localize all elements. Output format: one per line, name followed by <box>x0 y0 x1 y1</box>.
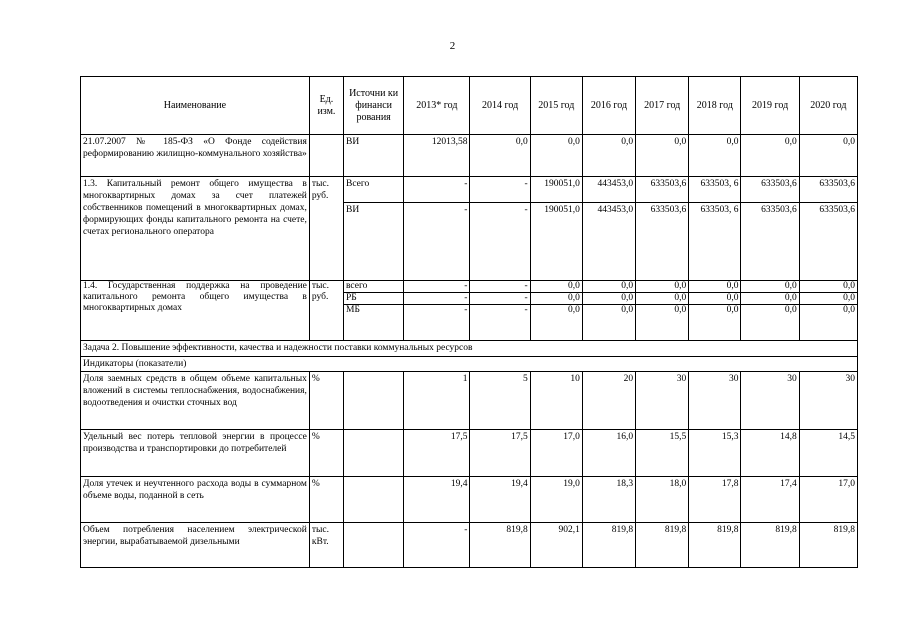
cell-value: 17,5 <box>404 430 470 477</box>
row-source: Всего <box>344 177 404 203</box>
row-name: Удельный вес потерь тепловой энергии в процессе производства и транспортировки до потребителей <box>81 430 310 477</box>
header-name: Наименование <box>81 77 310 135</box>
cell-value: 633503,6 <box>636 177 689 203</box>
cell-value: 17,8 <box>689 477 741 523</box>
cell-value: 0,0 <box>799 293 857 305</box>
row-source: ВИ <box>344 135 404 177</box>
row-unit: % <box>309 430 343 477</box>
cell-value: 0,0 <box>799 281 857 293</box>
cell-value: 30 <box>689 372 741 430</box>
cell-value: 819,8 <box>582 523 635 568</box>
cell-value: - <box>404 523 470 568</box>
cell-value: 902,1 <box>530 523 582 568</box>
cell-value: 17,0 <box>530 430 582 477</box>
cell-value: 443453,0 <box>582 177 635 203</box>
page-number: 2 <box>449 40 456 52</box>
cell-value: 0,0 <box>530 293 582 305</box>
header-year: 2019 год <box>741 77 799 135</box>
cell-value: 0,0 <box>799 135 857 177</box>
cell-value: 12013,58 <box>404 135 470 177</box>
row-name: Доля утечек и неучтенного расхода воды в суммарном объеме воды, поданной в сеть <box>81 477 310 523</box>
cell-value: 0,0 <box>741 293 799 305</box>
cell-value: 190051,0 <box>530 177 582 203</box>
cell-value: 190051,0 <box>530 203 582 281</box>
cell-value: 819,8 <box>741 523 799 568</box>
row-unit: % <box>309 477 343 523</box>
row-source: РБ <box>344 293 404 305</box>
cell-value: 0,0 <box>689 281 741 293</box>
cell-value: 19,4 <box>404 477 470 523</box>
row-source: всего <box>344 281 404 293</box>
header-year: 2018 год <box>689 77 741 135</box>
indicators-label-row <box>81 357 858 372</box>
indicators-label: Индикаторы (показатели) <box>81 357 858 372</box>
header-row <box>81 77 858 135</box>
header-year: 2016 год <box>582 77 635 135</box>
table-row <box>81 477 858 523</box>
cell-value: 0,0 <box>530 281 582 293</box>
cell-value: 18,0 <box>636 477 689 523</box>
table-row <box>81 177 858 203</box>
cell-value: 0,0 <box>741 281 799 293</box>
header-year: 2015 год <box>530 77 582 135</box>
cell-value: 15,5 <box>636 430 689 477</box>
header-unit: Ед. изм. <box>309 77 343 135</box>
table-row <box>81 135 858 177</box>
cell-value: 0,0 <box>636 293 689 305</box>
cell-value: - <box>404 177 470 203</box>
cell-value: 0,0 <box>582 281 635 293</box>
table-row <box>81 523 858 568</box>
cell-value: - <box>470 305 530 341</box>
cell-value: 14,8 <box>741 430 799 477</box>
cell-value: - <box>470 293 530 305</box>
table-row <box>81 281 858 293</box>
cell-value: 633503,6 <box>636 203 689 281</box>
cell-value: 19,4 <box>470 477 530 523</box>
cell-value: 819,8 <box>470 523 530 568</box>
cell-value: 0,0 <box>636 135 689 177</box>
table-row <box>81 430 858 477</box>
row-unit: тыс. руб. <box>309 177 343 281</box>
cell-value: 15,3 <box>689 430 741 477</box>
row-source: ВИ <box>344 203 404 281</box>
cell-value: - <box>404 293 470 305</box>
cell-value: 19,0 <box>530 477 582 523</box>
cell-value: - <box>470 203 530 281</box>
cell-value: - <box>470 281 530 293</box>
cell-value: 633503,6 <box>799 203 857 281</box>
cell-value: 633503,6 <box>799 177 857 203</box>
cell-value: 20 <box>582 372 635 430</box>
row-unit <box>309 135 343 177</box>
cell-value: 5 <box>470 372 530 430</box>
row-source <box>344 477 404 523</box>
row-source <box>344 523 404 568</box>
cell-value: 0,0 <box>530 135 582 177</box>
task-row <box>81 341 858 357</box>
cell-value: 10 <box>530 372 582 430</box>
cell-value: 633503, 6 <box>689 203 741 281</box>
cell-value: 633503,6 <box>741 203 799 281</box>
cell-value: 30 <box>799 372 857 430</box>
cell-value: 30 <box>741 372 799 430</box>
cell-value: 0,0 <box>582 135 635 177</box>
cell-value: 0,0 <box>689 293 741 305</box>
cell-value: 0,0 <box>530 305 582 341</box>
row-unit: тыс. кВт. <box>309 523 343 568</box>
cell-value: 0,0 <box>470 135 530 177</box>
row-name: Объем потребления населением электрической энергии, вырабатываемой дизельными <box>81 523 310 568</box>
cell-value: 819,8 <box>799 523 857 568</box>
table-row <box>81 372 858 430</box>
cell-value: 819,8 <box>689 523 741 568</box>
cell-value: 1 <box>404 372 470 430</box>
task-heading: Задача 2. Повышение эффективности, качества и надежности поставки коммунальных ресурсов <box>81 341 858 357</box>
cell-value: 17,4 <box>741 477 799 523</box>
cell-value: 17,5 <box>470 430 530 477</box>
cell-value: 16,0 <box>582 430 635 477</box>
cell-value: 0,0 <box>741 305 799 341</box>
header-source: Источни ки финанси рования <box>344 77 404 135</box>
cell-value: - <box>470 177 530 203</box>
cell-value: 819,8 <box>636 523 689 568</box>
row-source: МБ <box>344 305 404 341</box>
header-year: 2014 год <box>470 77 530 135</box>
header-year: 2017 год <box>636 77 689 135</box>
header-year: 2013* год <box>404 77 470 135</box>
cell-value: - <box>404 203 470 281</box>
cell-value: 30 <box>636 372 689 430</box>
cell-value: 0,0 <box>689 305 741 341</box>
cell-value: 633503, 6 <box>689 177 741 203</box>
cell-value: 0,0 <box>799 305 857 341</box>
cell-value: 0,0 <box>636 281 689 293</box>
cell-value: 14,5 <box>799 430 857 477</box>
cell-value: 18,3 <box>582 477 635 523</box>
cell-value: 633503,6 <box>741 177 799 203</box>
header-year: 2020 год <box>799 77 857 135</box>
row-name: 1.3. Капитальный ремонт общего имущества в многоквартирных домах за счет платежей собственников помещений в многоквартирных домах, формирующих фонды капитального ремонта на счете, счетах регионального оператора <box>81 177 310 281</box>
cell-value: 0,0 <box>689 135 741 177</box>
row-name: Доля заемных средств в общем объеме капитальных вложений в системы теплоснабжения, водоснабжения, водоотведения и очистки сточных вод <box>81 372 310 430</box>
cell-value: 0,0 <box>582 293 635 305</box>
cell-value: 443453,0 <box>582 203 635 281</box>
row-unit: тыс. руб. <box>309 281 343 341</box>
row-source <box>344 372 404 430</box>
cell-value: 0,0 <box>636 305 689 341</box>
row-unit: % <box>309 372 343 430</box>
cell-value: 0,0 <box>741 135 799 177</box>
cell-value: 0,0 <box>582 305 635 341</box>
row-name: 21.07.2007 № 185-ФЗ «О Фонде содействия реформированию жилищно-коммунального хозяйства» <box>81 135 310 177</box>
cell-value: 17,0 <box>799 477 857 523</box>
data-table <box>80 76 858 568</box>
cell-value: - <box>404 281 470 293</box>
row-source <box>344 430 404 477</box>
row-name: 1.4. Государственная поддержка на проведение капитального ремонта общего имущества в многоквартирных домах <box>81 281 310 341</box>
cell-value: - <box>404 305 470 341</box>
